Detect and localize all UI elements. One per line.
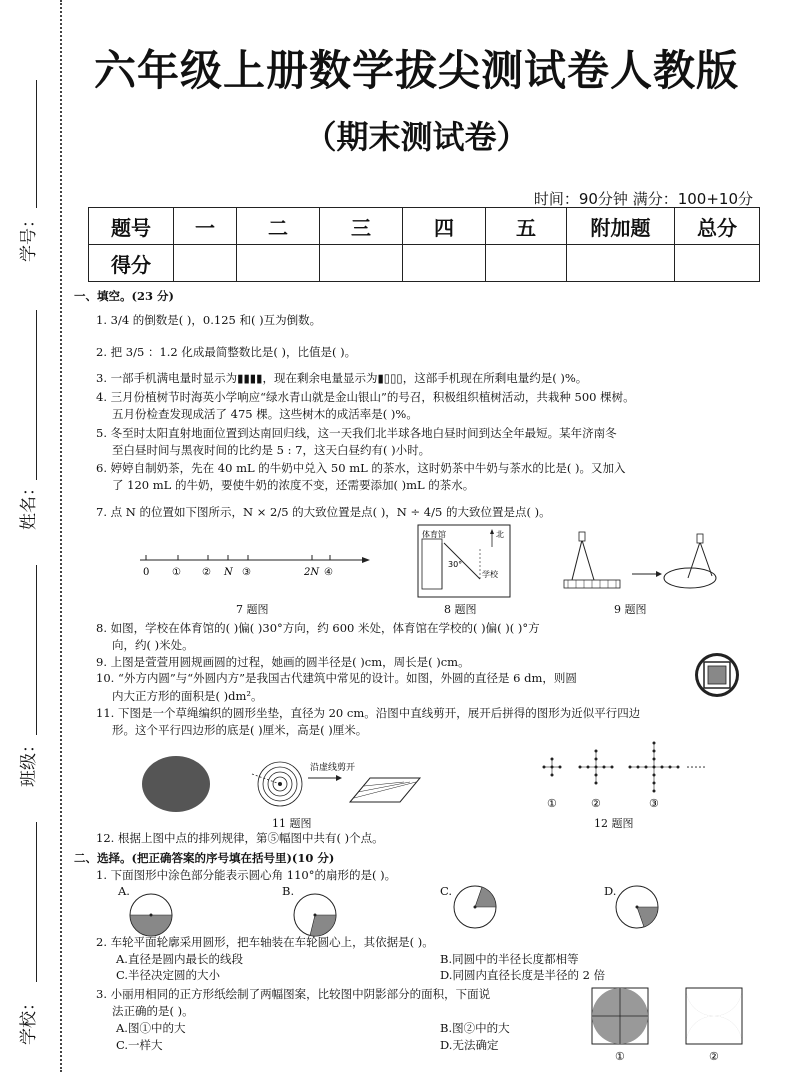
q3-option-a[interactable]: A.图①中的大 — [116, 1021, 186, 1035]
question-1-6a: 6. 婷婷自制奶茶，先在 40 mL 的牛奶中兑入 50 mL 的茶水，这时奶茶中牛奶与茶水的比是( )。又加入 — [96, 461, 626, 475]
score-head-cell: 四 — [403, 208, 486, 245]
score-cell[interactable] — [567, 245, 675, 282]
fig9-compass — [560, 530, 720, 602]
score-head-cell: 三 — [320, 208, 403, 245]
fig11-cut-label: 沿虚线剪开 — [310, 763, 356, 773]
option-c-label: C. — [440, 884, 453, 898]
question-1-5a: 5. 冬至时太阳直射地面位置到达南回归线，这一天我们北半球各地白昼时间到达全年最短。某年济南冬 — [96, 426, 617, 440]
score-head-cell: 总分 — [675, 208, 760, 245]
xuehao-label: 学号： — [19, 211, 39, 262]
score-cell[interactable] — [403, 245, 486, 282]
square-label-1: ① — [615, 1050, 625, 1063]
option-d-circle[interactable] — [614, 884, 660, 930]
score-head-cell: 一 — [174, 208, 237, 245]
option-b-label: B. — [282, 884, 295, 898]
q3-option-c[interactable]: C.一样大 — [116, 1038, 163, 1052]
banji-label: 班级： — [19, 736, 39, 787]
fig8-caption: 8 题图 — [444, 603, 477, 616]
exam-meta: 时间：90分钟 满分：100+10分 — [533, 190, 753, 208]
question-1-6b: 了 120 mL 的牛奶，要使牛奶的浓度不变，还需要添加( )mL 的茶水。 — [112, 478, 475, 492]
nl-label-0: 0 — [143, 567, 150, 578]
nl-label-1: ① — [172, 567, 181, 578]
score-cell[interactable] — [320, 245, 403, 282]
fig12-dots — [538, 745, 738, 825]
q2-option-c[interactable]: C.半径决定圆的大小 — [116, 968, 221, 982]
xingming-label: 姓名： — [19, 479, 39, 530]
option-b-circle[interactable] — [292, 892, 338, 938]
section2-heading: 二、选择。(把正确答案的序号填在括号里)(10 分) — [74, 851, 335, 865]
score-table — [88, 207, 760, 282]
question-2-1: 1. 下面图形中涂色部分能表示圆心角 110°的扇形的是( )。 — [96, 868, 397, 882]
page-title: 六年级上册数学拔尖测试卷人教版 — [93, 46, 739, 95]
score-cell[interactable] — [486, 245, 567, 282]
nl-label-3: ③ — [242, 567, 251, 578]
banji-line — [36, 565, 37, 735]
nl-label-4: ④ — [324, 567, 333, 578]
fig8-angle-label: 30° — [448, 560, 463, 569]
option-d-label: D. — [604, 884, 617, 898]
option-a-circle[interactable] — [128, 892, 174, 938]
score-head-cell: 五 — [486, 208, 567, 245]
fig12-label-1: ① — [547, 797, 557, 810]
fig12-caption: 12 题图 — [594, 817, 634, 830]
score-cell[interactable] — [675, 245, 760, 282]
xuexiao-line — [36, 822, 37, 982]
option-a-label: A. — [118, 884, 130, 898]
question-2-3a: 3. 小丽用相同的正方形纸绘制了两幅图案，比较图中阴影部分的面积，下面说 — [96, 987, 491, 1001]
question-1-4a: 4. 三月份植树节时海英小学响应“绿水青山就是金山银山”的号召，积极组织植树活动，共栽种 500 棵树。 — [96, 390, 635, 404]
score-head-cell: 附加题 — [567, 208, 675, 245]
question-1-8b: 向，约( )米处。 — [112, 638, 194, 652]
question-1-9: 9. 上图是萱萱用圆规画圆的过程，她画的圆半径是( )cm，周长是( )cm。 — [96, 655, 470, 669]
fig7-number-line — [140, 552, 370, 582]
fig12-label-2: ② — [591, 797, 601, 810]
fig12-label-3: ③ — [649, 797, 659, 810]
question-1-12: 12. 根据上图中点的排列规律，第⑤幅图中共有( )个点。 — [96, 831, 384, 845]
fig11-mat — [140, 752, 420, 816]
question-1-1: 1. 3/4 的倒数是( )，0.125 和( )互为倒数。 — [96, 313, 322, 327]
question-1-11b: 形。这个平行四边形的底是( )厘米，高是( )厘米。 — [112, 723, 368, 737]
q2-option-d[interactable]: D.同圆内直径长度是半径的 2 倍 — [440, 968, 606, 982]
nl-label-n: N — [224, 567, 233, 578]
question-1-10a: 10. “外方内圆”与“外圆内方”是我国古代建筑中常见的设计。如图，外圆的直径是 6 dm，则圆 — [96, 671, 577, 685]
question-1-11a: 11. 下图是一个草绳编织的圆形坐垫，直径为 20 cm。沿图中直线剪开，展开后拼得的图形为近似平行四边 — [96, 706, 641, 720]
question-1-5b: 至白昼时间与黑夜时间的比约是 5 : 7，这天白昼约有( )小时。 — [112, 443, 431, 457]
fig8-north-label: 北 — [496, 530, 504, 539]
cut-line — [60, 0, 62, 1072]
score-row — [89, 245, 760, 282]
score-header-row — [89, 208, 760, 245]
square-patterns — [592, 988, 742, 1068]
nl-label-2: ② — [202, 567, 211, 578]
q2-option-b[interactable]: B.同圆中的半径长度都相等 — [440, 952, 579, 966]
page-subtitle: （期末测试卷） — [304, 118, 529, 156]
square-label-2: ② — [709, 1050, 719, 1063]
question-1-3: 3. 一部手机满电量时显示为▮▮▮▮，现在剩余电量显示为▮▯▯▯，这部手机现在所剩电量约是( )%。 — [96, 371, 588, 385]
option-c-circle[interactable] — [452, 884, 498, 930]
score-row-label: 得分 — [89, 245, 174, 282]
question-1-8a: 8. 如图，学校在体育馆的( )偏( )30°方向，约 600 米处，体育馆在学校的( )偏( )( )°方 — [96, 621, 540, 635]
fig10-circle-square — [694, 652, 740, 698]
xingming-line — [36, 310, 37, 480]
score-cell[interactable] — [237, 245, 320, 282]
score-head-cell: 题号 — [89, 208, 174, 245]
question-2-3b: 法正确的是( )。 — [112, 1004, 194, 1018]
section1-heading: 一、填空。(23 分) — [74, 289, 174, 303]
question-1-7: 7. 点 N 的位置如下图所示，N × 2/5 的大致位置是点( )，N ÷ 4/5 的大致位置是点( )。 — [96, 505, 551, 519]
fig8-map — [418, 525, 510, 597]
question-2-2: 2. 车轮平面轮廓采用圆形，把车轴装在车轮圆心上，其依据是( )。 — [96, 935, 434, 949]
fig8-school-label: 学校 — [482, 570, 498, 579]
score-head-cell: 二 — [237, 208, 320, 245]
question-1-2: 2. 把 3/5 ：1.2 化成最简整数比是( )，比值是( )。 — [96, 345, 357, 359]
fig11-caption: 11 题图 — [272, 817, 312, 830]
nl-label-2n: 2N — [304, 567, 320, 578]
question-1-10b: 内大正方形的面积是( )dm²。 — [112, 689, 263, 703]
fig9-caption: 9 题图 — [614, 603, 647, 616]
xuexiao-label: 学校： — [19, 994, 39, 1045]
fig8-gym-label: 体育馆 — [422, 530, 446, 539]
q2-option-a[interactable]: A.直径是圆内最长的线段 — [116, 952, 243, 966]
fig7-caption: 7 题图 — [236, 603, 269, 616]
question-1-4b: 五月份检查发现成活了 475 棵。这些树木的成活率是( )%。 — [112, 407, 418, 421]
q3-option-d[interactable]: D.无法确定 — [440, 1038, 499, 1052]
q3-option-b[interactable]: B.图②中的大 — [440, 1021, 510, 1035]
score-cell[interactable] — [174, 245, 237, 282]
